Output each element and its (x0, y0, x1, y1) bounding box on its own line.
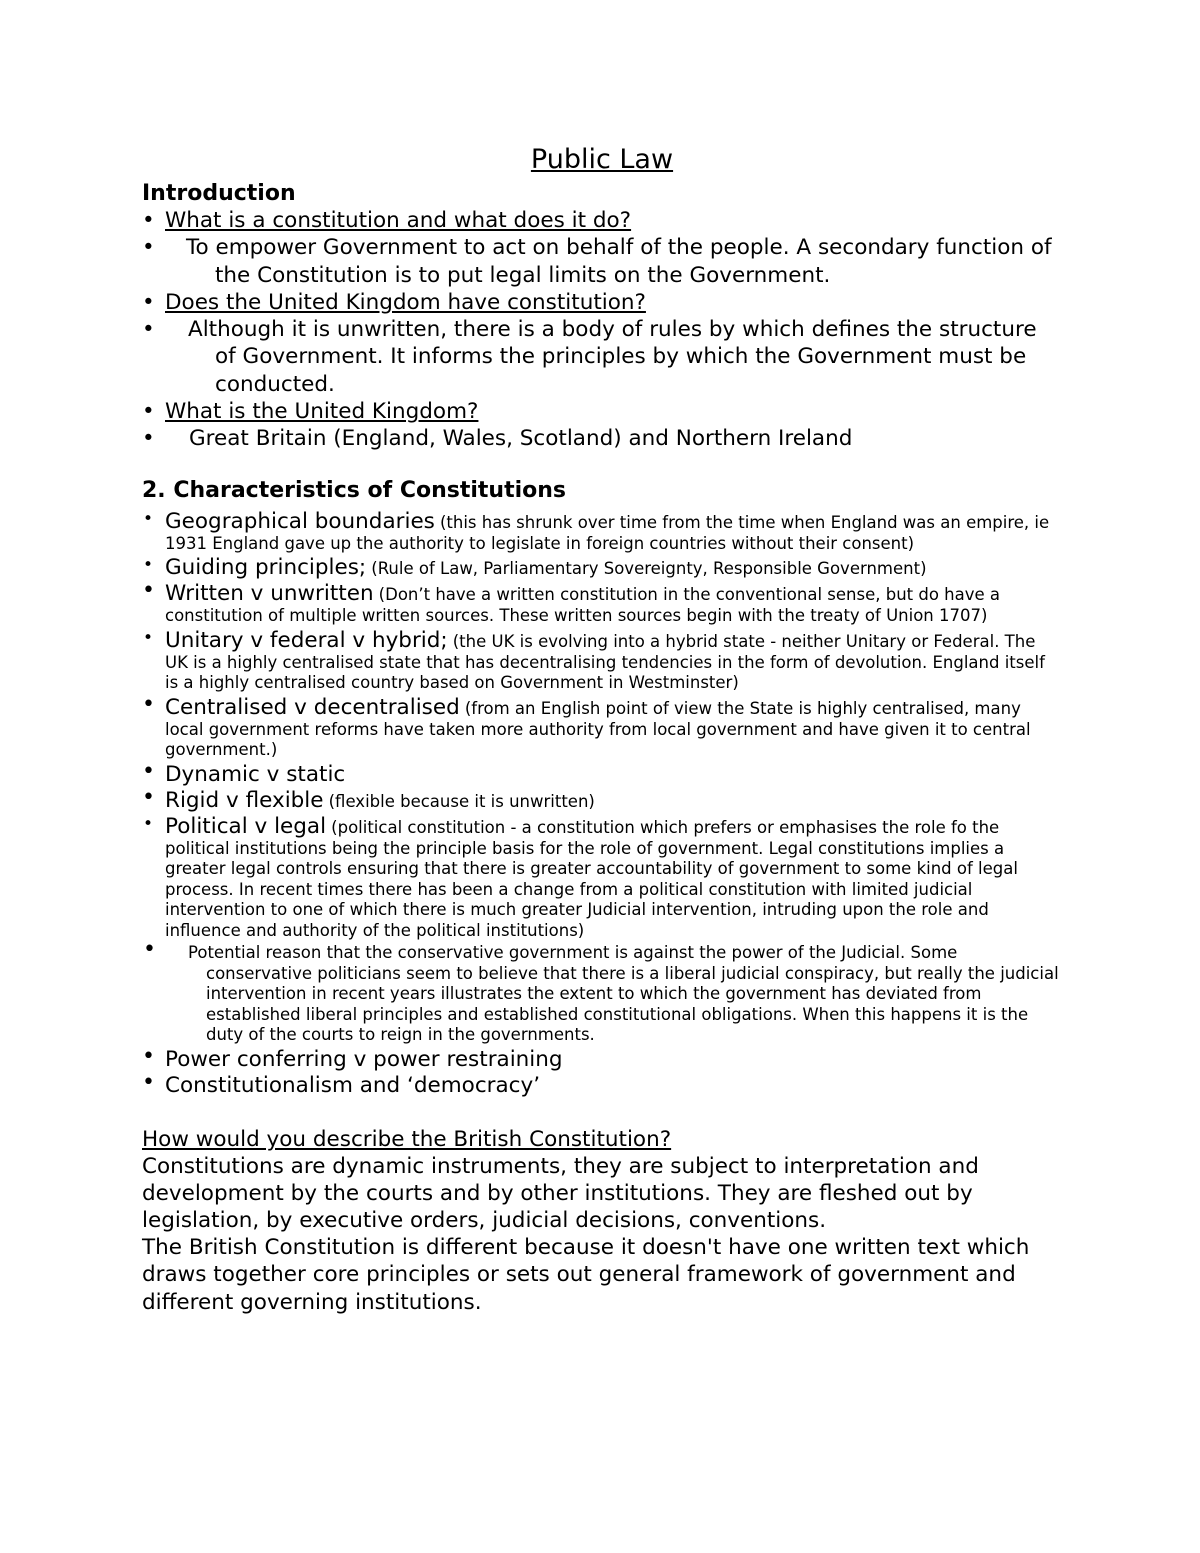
list-item (142, 628, 1062, 694)
term-text: Power conferring v power restraining (165, 1046, 563, 1072)
note-text: (from an English point of view the State is highly centralised, many local government reforms have taken more authority from local government and have given it to central government.) (165, 698, 1031, 760)
paragraph: Constitutions are dynamic instruments, they are subject to interpretation and development by the courts and by other institutions. They are fleshed out by legislation, by executive orders, judicial decisions, conventions. (142, 1153, 979, 1234)
note-text: (political constitution - a constitution which prefers or emphasises the role fo the political institutions being the principle basis for the role of government. Legal constitutions implies a greater legal controls ensuring that there is greater accountability of government to some kind of legal process. In recent times there has been a change from a political constitution with limited judicial intervention to one of which there is much greater Judicial intervention, intruding upon the role and influence and authority of the political institutions) (165, 817, 1018, 940)
term-text: Written v unwritten (165, 581, 374, 607)
list-item (142, 581, 1062, 627)
potential-text: Potential reason that the conservative government is against the power of the Judicial. Some conservative politicians seem to believe that there is a liberal judicial conspiracy, but really the judicial intervention in recent years illustrates the extent to which the government has deviated from established liberal principles and established constitutional obligations. When this happens it is the duty of the courts to reign in the governments. (188, 943, 1059, 1045)
list-item (142, 695, 1062, 761)
list-item (142, 398, 1062, 425)
list-item (142, 234, 1062, 289)
answer-text: Great Britain (England, Wales, Scotland) and Northern Ireland (189, 426, 853, 452)
characteristics-heading: 2. Characteristics of Constitutions (142, 477, 567, 503)
list-item (142, 425, 1062, 452)
note-text: (Don’t have a written constitution in the conventional sense, but do have a constitution of multiple written sources. These written sources begin with the treaty of Union 1707) (165, 585, 1001, 626)
british-question: How would you describe the British Constitution? (142, 1126, 672, 1152)
paragraph: The British Constitution is different because it doesn't have one written text which draws together core principles or sets out general framework of government and different governing institutions. (142, 1235, 1030, 1315)
question-text: What is the United Kingdom? (165, 399, 479, 425)
question-text: Does the United Kingdom have constitution? (165, 289, 646, 315)
term-text: Political v legal (165, 813, 327, 839)
introduction-heading: Introduction (142, 181, 296, 206)
list-item (142, 316, 1062, 398)
list-item (142, 762, 1062, 787)
list-item (142, 814, 1062, 942)
term-text: Rigid v flexible (165, 787, 324, 813)
question-text: What is a constitution and what does it do? (165, 208, 632, 233)
term-text: Unitary v federal v hybrid; (165, 627, 448, 653)
document-page (142, 140, 1062, 1316)
note-text: (this has shrunk over time from the time when England was an empire, ie 1931 England gave up the authority to legislate in foreign countries without their consent) (165, 512, 1050, 553)
introduction-list (142, 207, 1062, 453)
answer-text: Although it is unwritten, there is a body of rules by which defines the structure of Government. It informs the principles by which the Government must be conducted. (188, 317, 1037, 397)
note-text: (Rule of Law, Parliamentary Sovereignty, Responsible Government) (371, 559, 927, 579)
answer-text: To empower Government to act on behalf of the people. A secondary function of the Constitution is to put legal limits on the Government. (186, 235, 1052, 288)
term-text: Guiding principles; (165, 555, 367, 581)
list-item (142, 1073, 1062, 1098)
term-text: Geographical boundaries (165, 508, 435, 534)
list-item (142, 555, 1062, 580)
term-text: Constitutionalism and ‘democracy’ (165, 1072, 541, 1098)
list-item (142, 289, 1062, 316)
list-item (142, 509, 1062, 555)
list-item (142, 1047, 1062, 1072)
term-text: Dynamic v static (165, 761, 346, 787)
term-text: Centralised v decentralised (165, 694, 460, 720)
page-title: Public Law (530, 144, 674, 175)
characteristics-list (142, 509, 1062, 1098)
note-text: (the UK is evolving into a hybrid state - neither Unitary or Federal. The UK is a highly centralised state that has decentralising tendencies in the form of devolution. England itself is a highly centralised country based on Government in Westminster) (165, 631, 1045, 693)
list-item (142, 207, 1062, 234)
list-item (142, 788, 1062, 813)
note-text: (flexible because it is unwritten) (328, 791, 595, 811)
list-item (142, 943, 1062, 1046)
